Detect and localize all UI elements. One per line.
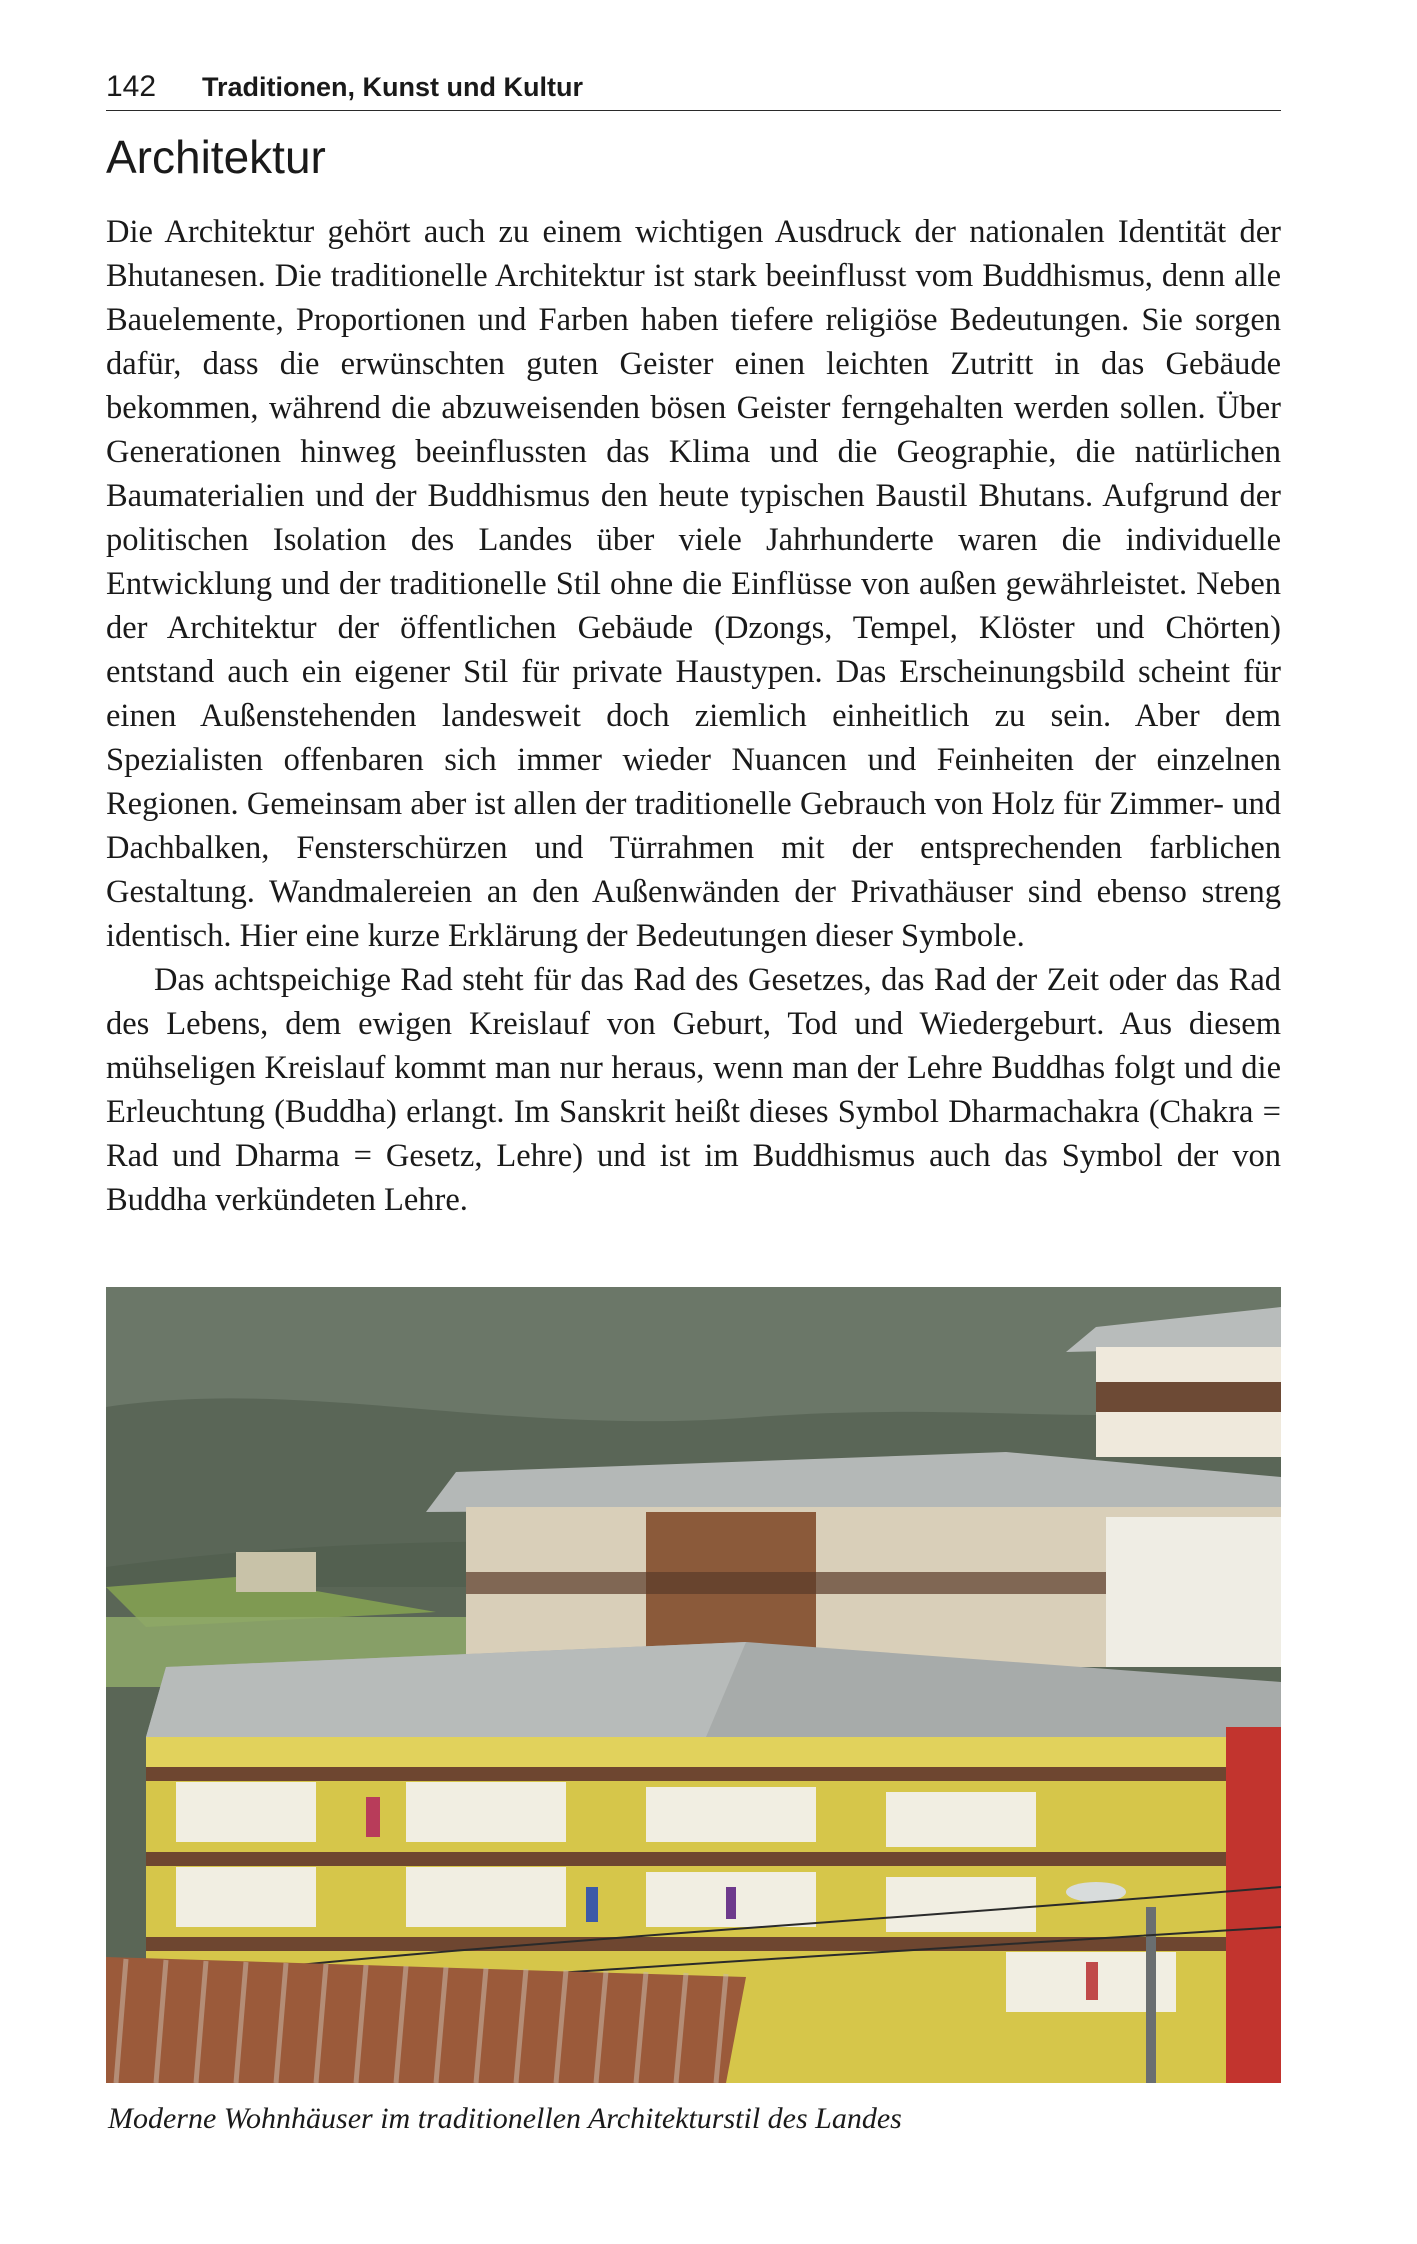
paragraph-1: Die Architektur gehört auch zu einem wichtigen Ausdruck der nationalen Identität der Bhutanesen. Die traditionelle Architektur ist stark beeinflusst vom Buddhismus, denn alle Bauelemente, Proportionen und Farben haben tiefere religiöse Bedeutungen. Sie sorgen dafür, dass die erwünschten guten Geister einen leichten Zutritt in das Gebäude bekommen, während die abzuweisenden bösen Geister ferngehalten werden sollen. Über Generationen hinweg beeinflussten das Klima und die Geographie, die natürlichen Baumaterialien und der Buddhismus den heute typischen Baustil Bhutans. Aufgrund der politischen Isolation des Landes über viele Jahrhunderte waren die individuelle Entwicklung und der traditionelle Stil ohne die Einflüsse von außen gewährleistet. Neben der Architektur der öffentlichen Gebäude (Dzongs, Tempel, Klöster und Chörten) entstand auch ein eigener Stil für private Haustypen. Das Erscheinungsbild scheint für einen Außenstehenden landesweit doch ziemlich einheitlich zu sein. Aber dem Spezialisten offenbaren sich immer wieder Nuancen und Feinheiten der einzelnen Regionen. Gemeinsam aber ist allen der traditionelle Gebrauch von Holz für Zimmer- und Dachbalken, Fensterschürzen und Türrahmen mit der entsprechenden farblichen Gestaltung. Wandmalereien an den Außenwänden der Privathäuser sind ebenso streng identisch. Hier eine kurze Erklärung der Bedeutungen dieser Symbole. [106, 214, 1281, 954]
paragraph-2: Das achtspeichige Rad steht für das Rad des Gesetzes, das Rad der Zeit oder das Rad des Lebens, dem ewigen Kreislauf von Geburt, Tod und Wiedergeburt. Aus diesem mühseligen Kreislauf kommt man nur heraus, wenn man der Lehre Buddhas folgt und die Erleuchtung (Buddha) erlangt. Im Sanskrit heißt dieses Symbol Dharmachakra (Chakra = Rad und Dharma = Gesetz, Lehre) und ist im Buddhismus auch das Symbol der von Buddha verkündeten Lehre. [106, 962, 1281, 1218]
running-head [106, 66, 1281, 111]
running-title: Traditionen, Kunst und Kultur [202, 72, 583, 102]
photo-modern-houses [106, 1287, 1281, 2083]
page-number: 142 [106, 70, 157, 103]
figure-caption: Moderne Wohnhäuser im traditionellen Architekturstil des Landes [108, 2102, 902, 2135]
section-heading: Architektur [106, 131, 326, 183]
body-text [106, 210, 1281, 1222]
